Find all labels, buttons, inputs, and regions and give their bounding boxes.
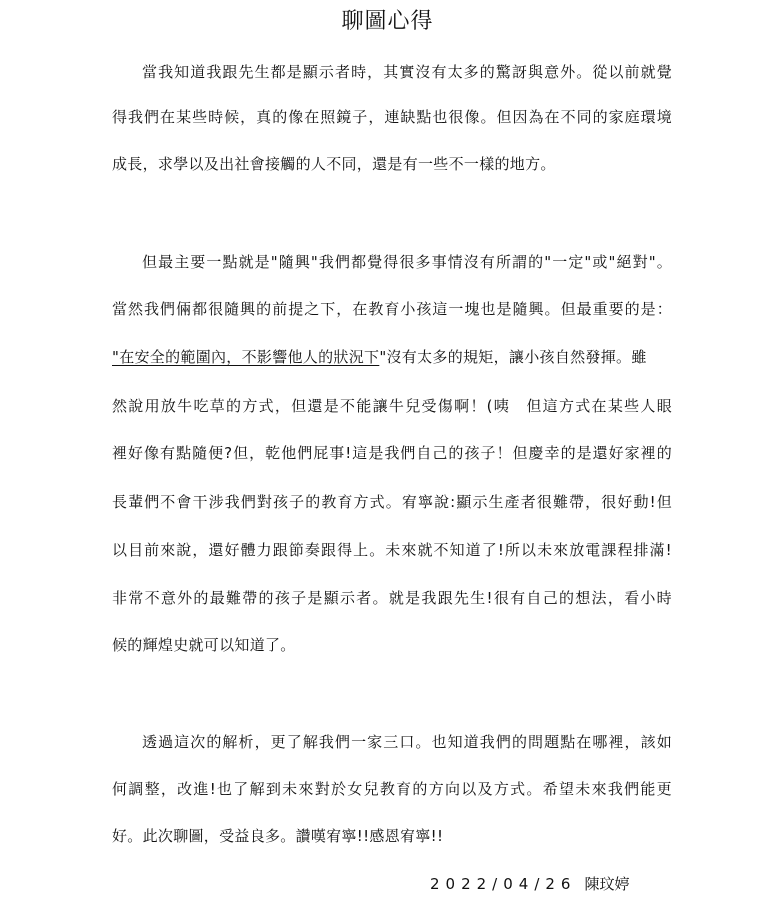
paragraph-2-line-3 bbox=[112, 347, 672, 367]
paragraph-2-line-3-rest: "沒有太多的規矩，讓小孩自然發揮。雖 bbox=[379, 348, 647, 366]
document-title: 聊圖心得 bbox=[341, 9, 434, 34]
paragraph-2-line-6: 長輩們不會干涉我們對孩子的教育方式。宥寧說:顯示生產者很難帶，很好動!但 bbox=[112, 493, 672, 511]
underlined-phrase: "在安全的範圍內，不影響他人的狀況下 bbox=[112, 348, 380, 366]
paragraph-2-line-4: 然說用放牛吃草的方式，但還是不能讓牛兒受傷啊！(咦 但這方式在某些人眼 bbox=[112, 397, 672, 415]
paragraph-2-line-7: 以目前來說，還好體力跟節奏跟得上。未來就不知道了!所以未來放電課程排滿! bbox=[112, 541, 672, 559]
paragraph-2-line-5: 裡好像有點隨便?但，乾他們屁事!這是我們自己的孩子！但慶幸的是還好家裡的 bbox=[112, 444, 672, 462]
signature-name: 陳玟婷 bbox=[584, 875, 630, 893]
paragraph-1-line-1: 當我知道我跟先生都是顯示者時，其實沒有太多的驚訝與意外。從以前就覺 bbox=[142, 63, 672, 81]
paragraph-3-line-1: 透過這次的解析，更了解我們一家三口。也知道我們的問題點在哪裡，該如 bbox=[142, 733, 672, 751]
signature bbox=[430, 874, 629, 894]
paragraph-3-line-3: 好。此次聊圖，受益良多。讚嘆宥寧!!感恩宥寧!! bbox=[112, 827, 444, 845]
paragraph-3-line-2: 何調整，改進!也了解到未來對於女兒教育的方向以及方式。希望未來我們能更 bbox=[112, 780, 672, 798]
paragraph-2-line-9: 候的輝煌史就可以知道了。 bbox=[112, 636, 296, 654]
paragraph-2-line-1: 但最主要一點就是"隨興"我們都覺得很多事情沒有所謂的"一定"或"絕對"。 bbox=[142, 253, 672, 271]
paragraph-2-line-2: 當然我們倆都很隨興的前提之下，在教育小孩這一塊也是隨興。但最重要的是： bbox=[112, 300, 672, 318]
paragraph-1-line-3: 成長，求學以及出社會接觸的人不同，還是有一些不一樣的地方。 bbox=[112, 155, 556, 173]
paragraph-1-line-2: 得我們在某些時候，真的像在照鏡子，連缺點也很像。但因為在不同的家庭環境 bbox=[112, 108, 672, 126]
signature-date: 2022/04/26 bbox=[430, 875, 577, 893]
paragraph-2-line-8: 非常不意外的最難帶的孩子是顯示者。就是我跟先生!很有自己的想法，看小時 bbox=[112, 589, 672, 607]
